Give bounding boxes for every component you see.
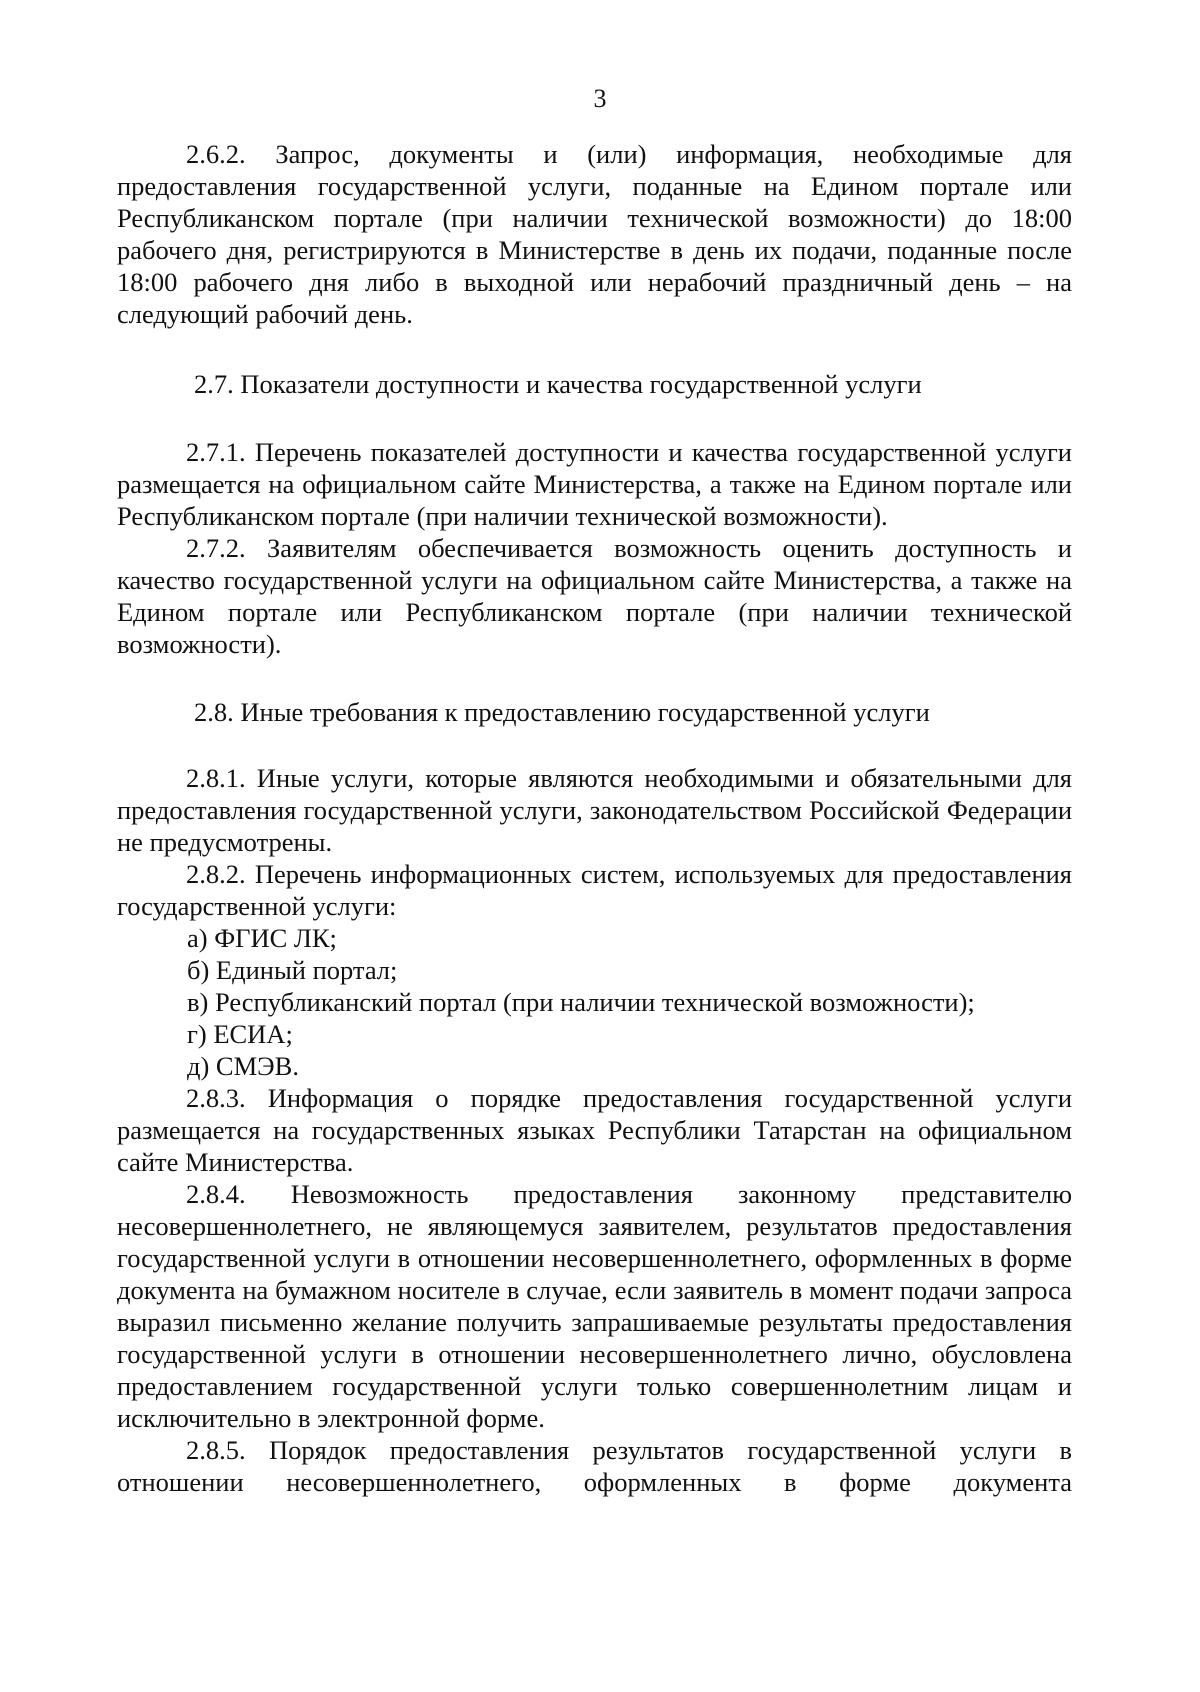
paragraph-2-8-1: 2.8.1. Иные услуги, которые являются необходимыми и обязательными для предоставления государственной услуги, законодательством Российской Федерации не предусмотрены. <box>117 763 1072 857</box>
document-body <box>117 138 1072 1498</box>
list-item: в) Республиканский портал (при наличии технической возможности); <box>187 987 975 1017</box>
paragraph-2-8-5: 2.8.5. Порядок предоставления результатов государственной услуги в отношении несовершеннолетнего, оформленных в форме документа <box>117 1435 1072 1497</box>
paragraph-2-8-3: 2.8.3. Информация о порядке предоставления государственной услуги размещается на государственных языках Республики Татарстан на официальном сайте Министерства. <box>117 1083 1072 1177</box>
section-heading-2-8: 2.8. Иные требования к предоставлению государственной услуги <box>194 697 930 727</box>
list-item: б) Единый портал; <box>187 955 398 985</box>
paragraph-2-7-1: 2.7.1. Перечень показателей доступности и качества государственной услуги размещается на официальном сайте Министерства, а также на Едином портале или Республиканском портале (при наличии технической возможности). <box>117 437 1072 531</box>
list-item: а) ФГИС ЛК; <box>187 923 337 953</box>
paragraph-2-6-2: 2.6.2. Запрос, документы и (или) информация, необходимые для предоставления государственной услуги, поданные на Едином портале или Республиканском портале (при наличии технической возможности) до 18:00 рабочего дня, регистрируются в Министерстве в день их подачи, поданные после 18:00 рабочего дня либо в выходной или нерабочий праздничный день – на следующий рабочий день. <box>117 139 1072 329</box>
page-number: 3 <box>593 84 607 113</box>
section-heading-2-7: 2.7. Показатели доступности и качества государственной услуги <box>194 369 922 399</box>
paragraph-2-7-2: 2.7.2. Заявителям обеспечивается возможность оценить доступность и качество государственной услуги на официальном сайте Министерства, а также на Едином портале или Республиканском портале (при наличии технической возможности). <box>117 533 1072 659</box>
paragraph-2-8-4: 2.8.4. Невозможность предоставления законному представителю несовершеннолетнего, не являющемуся заявителем, результатов предоставления государственной услуги в отношении несовершеннолетнего, оформленных в форме документа на бумажном носителе в случае, если заявитель в момент подачи запроса выразил письменно желание получить запрашиваемые результаты предоставления государственной услуги в отношении несовершеннолетнего лично, обусловлена предоставлением государственной услуги только совершеннолетним лицам и исключительно в электронной форме. <box>117 1179 1072 1433</box>
list-item: г) ЕСИА; <box>187 1019 293 1049</box>
list-item: д) СМЭВ. <box>187 1051 299 1081</box>
information-systems-list <box>117 922 1072 1082</box>
paragraph-2-8-2: 2.8.2. Перечень информационных систем, используемых для предоставления государственной услуги: <box>117 859 1072 921</box>
